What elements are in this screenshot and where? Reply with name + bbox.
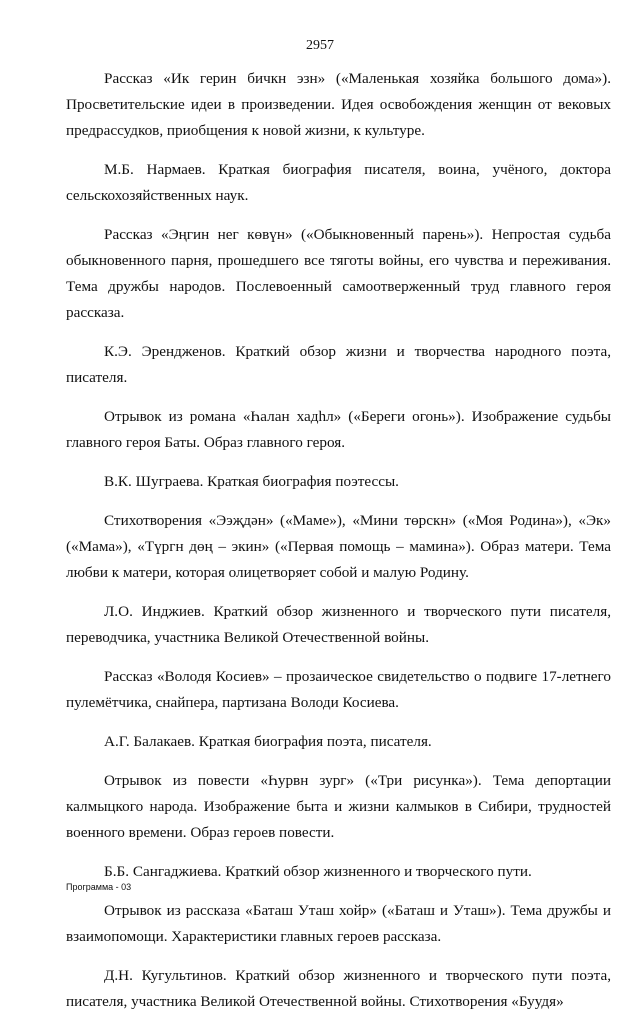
paragraph-kugultinov-bio: Д.Н. Кугультинов. Краткий обзор жизненного и творческого пути поэта, писателя, участника Великой Отечественной войны. Стихотворения «Буудя» <box>66 967 611 1010</box>
paragraph-narmaev-bio: М.Б. Нармаев. Краткая биография писателя, воина, учёного, доктора сельскохозяйственных наук. <box>66 161 611 204</box>
document-body <box>66 66 611 1028</box>
paragraph-shugraeva-bio: В.К. Шуграева. Краткая биография поэтессы. <box>104 473 399 490</box>
paragraph-novel-excerpt: Отрывок из романа «Һалан хадһл» («Береги огонь»). Изображение судьбы главного героя Баты. Образ главного героя. <box>66 408 611 451</box>
paragraph-poems-mother: Стихотворения «Ээҗдән» («Маме»), «Мини төрскн» («Моя Родина»), «Эк» («Мама»), «Түргн дөң – экин» («Первая помощь – мамина»). Образ матери. Тема любви к матери, которая олицетворяет собой и малую Родину. <box>66 512 611 581</box>
paragraph-indzhiev-bio: Л.О. Инджиев. Краткий обзор жизненного и творческого пути писателя, переводчика, участника Великой Отечественной войны. <box>66 603 611 646</box>
paragraph-balakaev-bio: А.Г. Балакаев. Краткая биография поэта, писателя. <box>104 733 432 750</box>
paragraph-story-ik-gerin: Рассказ «Ик герин бичкн эзн» («Маленькая хозяйка большого дома»). Просветительские идеи в произведении. Идея освобождения женщин от вековых предрассудков, приобщения к новой жизни, к культуре. <box>66 70 611 139</box>
paragraph-erendzhenov-bio: К.Э. Эрендженов. Краткий обзор жизни и творчества народного поэта, писателя. <box>66 343 611 386</box>
paragraph-novella-excerpt: Отрывок из повести «Һурвн зург» («Три рисунка»). Тема депортации калмыцкого народа. Изображение быта и жизни калмыков в Сибири, трудностей военного времени. Образ героев повести. <box>66 772 611 841</box>
paragraph-sangadzhieva-bio: Б.Б. Сангаджиева. Краткий обзор жизненного и творческого пути. <box>104 863 532 880</box>
paragraph-story-kosiev: Рассказ «Володя Косиев» – прозаическое свидетельство о подвиге 17-летнего пулемётчика, снайпера, партизана Володи Косиева. <box>66 668 611 711</box>
page-number: 2957 <box>306 38 334 53</box>
paragraph-story-engin: Рассказ «Эңгин нег көвүн» («Обыкновенный парень»). Непростая судьба обыкновенного парня, прошедшего все тяготы войны, его чувства и переживания. Тема дружбы народов. Послевоенный самоотверженный труд главного героя рассказа. <box>66 226 611 321</box>
paragraph-story-batash: Отрывок из рассказа «Баташ Уташ хойр» («Баташ и Уташ»). Тема дружбы и взаимопомощи. Характеристики главных героев рассказа. <box>66 902 611 945</box>
footer-program-label: Программа - 03 <box>66 882 132 892</box>
